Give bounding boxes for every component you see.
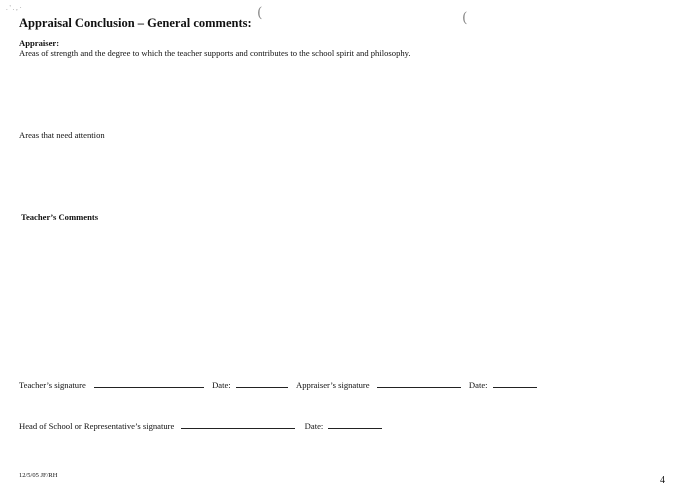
scan-mark-right: ( [462, 10, 468, 26]
date-line-2[interactable] [493, 377, 537, 388]
scan-specks: . ' . , · [6, 4, 22, 12]
appraiser-heading: Appraiser: [19, 38, 60, 48]
head-signature-line[interactable] [181, 418, 295, 429]
date-line-1[interactable] [236, 377, 288, 388]
footer-code: 12/5/05 JF/RH [19, 472, 58, 479]
date-label-1: Date: [212, 380, 231, 390]
head-signature-label: Head of School or Representative’s signature [19, 421, 175, 431]
teacher-signature-label: Teacher’s signature [19, 380, 86, 390]
date-label-3: Date: [304, 421, 324, 431]
page-number: 4 [660, 475, 665, 486]
signature-row-2 [19, 418, 382, 431]
date-line-3[interactable] [328, 418, 382, 429]
appraiser-signature-line[interactable] [377, 377, 461, 388]
strengths-prompt: Areas of strength and the degree to which the teacher supports and contributes to the school spirit and philosophy. [19, 48, 411, 58]
attention-prompt: Areas that need attention [19, 130, 105, 140]
teacher-comments-heading: Teacher’s Comments [21, 212, 99, 222]
appraiser-signature-label: Appraiser’s signature [296, 380, 370, 390]
date-label-2: Date: [468, 380, 488, 390]
page-title: Appraisal Conclusion – General comments: [19, 16, 252, 30]
signature-row-1 [19, 377, 537, 390]
scan-mark-left: ( [257, 5, 263, 21]
teacher-signature-line[interactable] [94, 377, 204, 388]
